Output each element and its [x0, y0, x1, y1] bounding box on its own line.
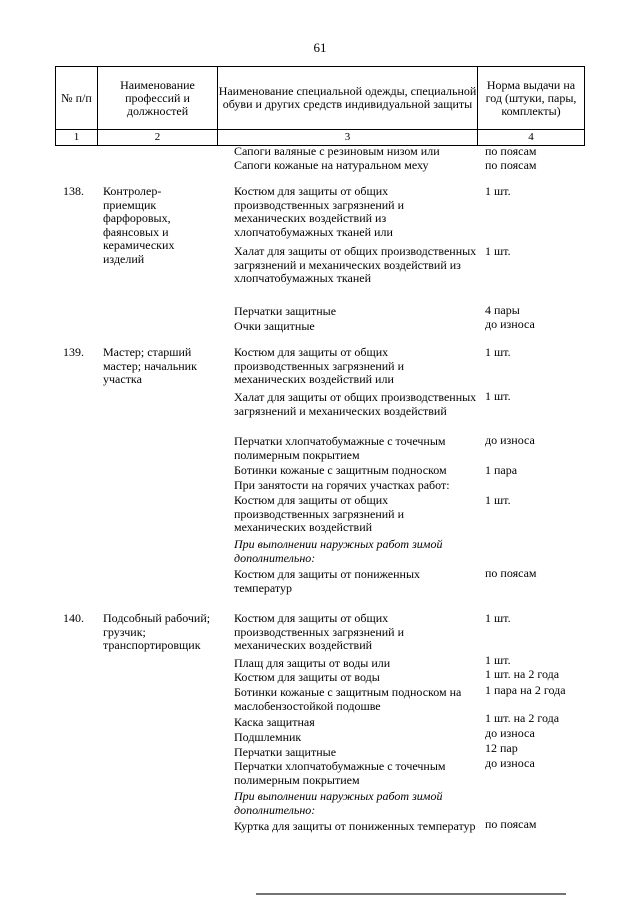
equipment-item: Перчатки хлопчатобумажные с точечным полимерным покрытием — [234, 434, 446, 462]
norm-value: по поясам — [485, 566, 537, 580]
norm-value: 1 пара — [485, 463, 518, 477]
equipment-item: Костюм для защиты от общих производственных загрязнений и механических воздействий или — [234, 345, 405, 386]
norm-value: по поясам — [485, 817, 537, 831]
equipment-item: Перчатки хлопчатобумажные с точечным полимерным покрытием — [234, 759, 446, 787]
profession-name: Контролер-приемщик фарфоровых, фаянсовых и керамических изделий — [103, 184, 175, 266]
equipment-item: Сапоги валяные с резиновым низом или — [234, 144, 440, 158]
column-number: 2 — [98, 130, 218, 145]
row-number: 140. — [63, 611, 84, 625]
table-header — [56, 67, 584, 130]
equipment-item: Куртка для защиты от пониженных температур — [234, 819, 476, 833]
profession-name: Подсобный рабочий; грузчик; транспортировщик — [103, 611, 211, 652]
equipment-item: Каска защитная — [234, 715, 315, 729]
norm-value: 1 пара на 2 года — [485, 683, 566, 697]
equipment-item: Перчатки защитные — [234, 304, 337, 318]
norm-value: 1 шт. — [485, 611, 511, 625]
equipment-item: Халат для защиты от общих производственных загрязнений и механических воздействий из хлопчатобумажных тканей — [234, 244, 477, 285]
column-number: 3 — [218, 130, 478, 145]
profession-name: Мастер; старший мастер; начальник участка — [103, 345, 197, 386]
equipment-item: Ботинки кожаные с защитным подноском на маслобензостойкой подошве — [234, 685, 462, 713]
row-number: 139. — [63, 345, 84, 359]
norm-value: 1 шт. — [485, 389, 511, 403]
equipment-item: Перчатки защитные — [234, 745, 337, 759]
header-profession: Наименование профессий и должностей — [98, 67, 218, 129]
equipment-item: Ботинки кожаные с защитным подноском — [234, 463, 447, 477]
norm-value: до износа — [485, 756, 535, 770]
section-note: При выполнении наружных работ зимой дополнительно: — [234, 537, 443, 565]
equipment-item: Костюм для защиты от общих производственных загрязнений и механических воздействий — [234, 493, 405, 534]
column-number: 1 — [56, 130, 98, 145]
section-note: При выполнении наружных работ зимой дополнительно: — [234, 789, 443, 817]
equipment-item: Костюм для защиты от воды — [234, 670, 380, 684]
norms-table — [55, 66, 585, 146]
equipment-item: Костюм для защиты от общих производственных загрязнений и механических воздействий — [234, 611, 405, 652]
equipment-item: При занятости на горячих участках работ: — [234, 478, 450, 492]
equipment-item: Костюм для защиты от общих производственных загрязнений и механических воздействий из хлопчатобумажных тканей или — [234, 184, 405, 239]
norm-value: 1 шт. — [485, 184, 511, 198]
norm-value: до износа — [485, 433, 535, 447]
scan-artifact-line — [256, 893, 566, 895]
equipment-item: Плащ для защиты от воды или — [234, 656, 391, 670]
norm-value: до износа — [485, 317, 535, 331]
header-norm: Норма выдачи на год (штуки, пары, комплекты) — [485, 77, 577, 118]
column-number: 4 — [528, 131, 534, 143]
norm-value: 1 шт. — [485, 244, 511, 258]
norm-value: по поясам — [485, 144, 537, 158]
norm-value: до износа — [485, 726, 535, 740]
equipment-item: Подшлемник — [234, 730, 302, 744]
norm-value: 1 шт. — [485, 345, 511, 359]
norm-value: 1 шт. — [485, 653, 511, 667]
norm-value: 1 шт. — [485, 493, 511, 507]
equipment-item: Очки защитные — [234, 319, 315, 333]
norm-value: 1 шт. на 2 года — [485, 667, 560, 681]
header-number: № п/п — [56, 67, 98, 129]
equipment-item: Сапоги кожаные на натуральном меху — [234, 158, 429, 172]
norm-value: 1 шт. на 2 года — [485, 711, 560, 725]
norm-value: 12 пар — [485, 741, 518, 755]
equipment-item: Костюм для защиты от пониженных температур — [234, 567, 421, 595]
norm-value: по поясам — [485, 158, 537, 172]
equipment-item: Халат для защиты от общих производственных загрязнений и механических воздействий — [234, 390, 477, 418]
norm-value: 4 пары — [485, 303, 520, 317]
row-number: 138. — [63, 184, 84, 198]
page-number: 61 — [313, 40, 327, 55]
header-equipment: Наименование специальной одежды, специальной обуви и других средств индивидуальной защиты — [218, 67, 478, 129]
